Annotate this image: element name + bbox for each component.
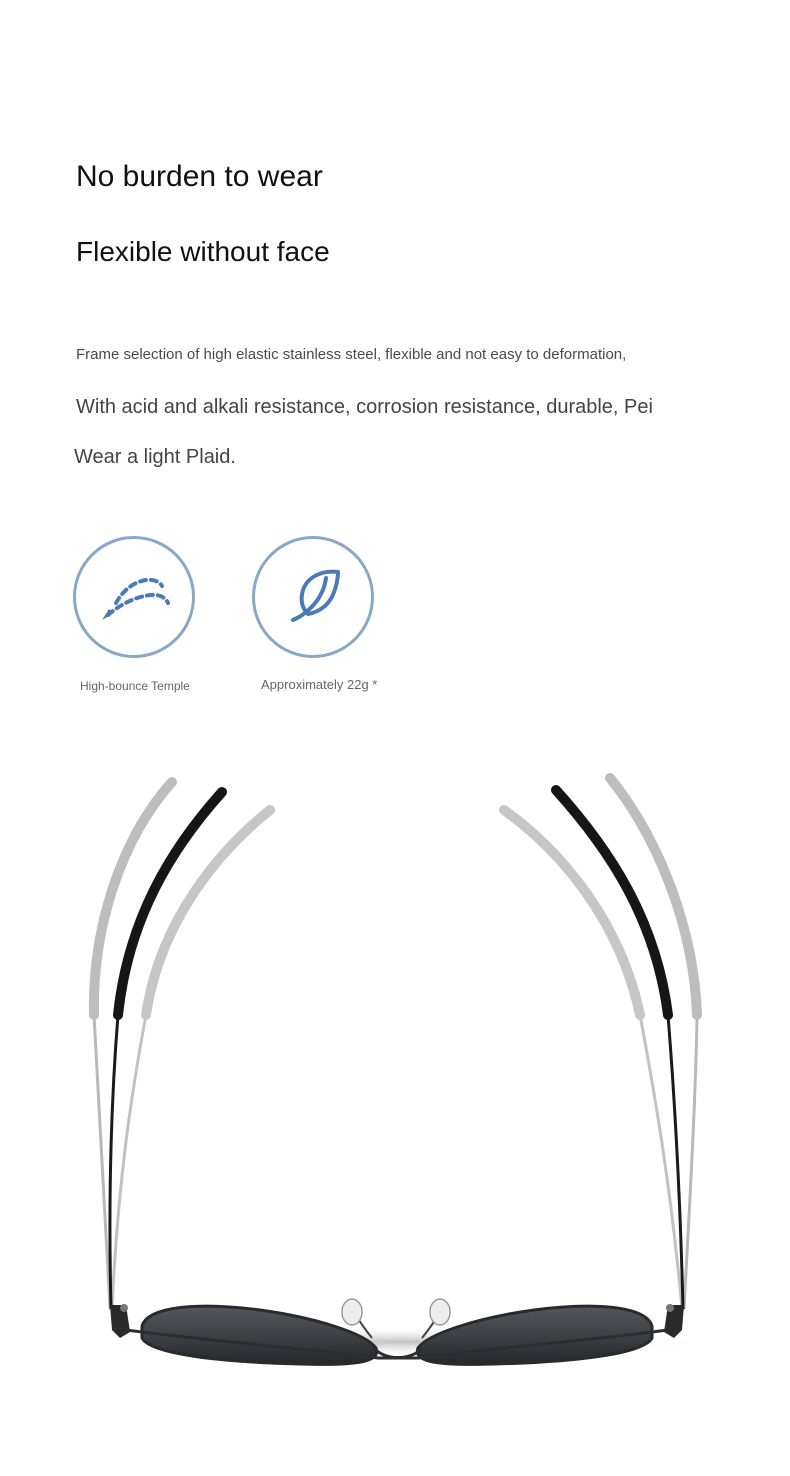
product-image <box>0 760 790 1400</box>
elastic-curve-icon <box>94 567 174 627</box>
feature-label: Approximately 22g * <box>261 677 378 692</box>
description-line-1: Frame selection of high elastic stainless steel, flexible and not easy to deformation, <box>76 346 627 363</box>
sunglasses-illustration <box>0 760 790 1400</box>
description-line-2: With acid and alkali resistance, corrosion resistance, durable, Pei <box>76 396 653 418</box>
feature-icon-circle <box>252 536 374 658</box>
feather-icon <box>278 562 348 632</box>
feature-icon-circle <box>73 536 195 658</box>
subheadline: Flexible without face <box>76 236 330 267</box>
description-line-3: Wear a light Plaid. <box>74 446 236 468</box>
feature-high-bounce <box>73 536 233 716</box>
headline: No burden to wear <box>76 160 323 193</box>
feature-weight <box>252 536 412 716</box>
feature-label: High-bounce Temple <box>80 679 190 693</box>
